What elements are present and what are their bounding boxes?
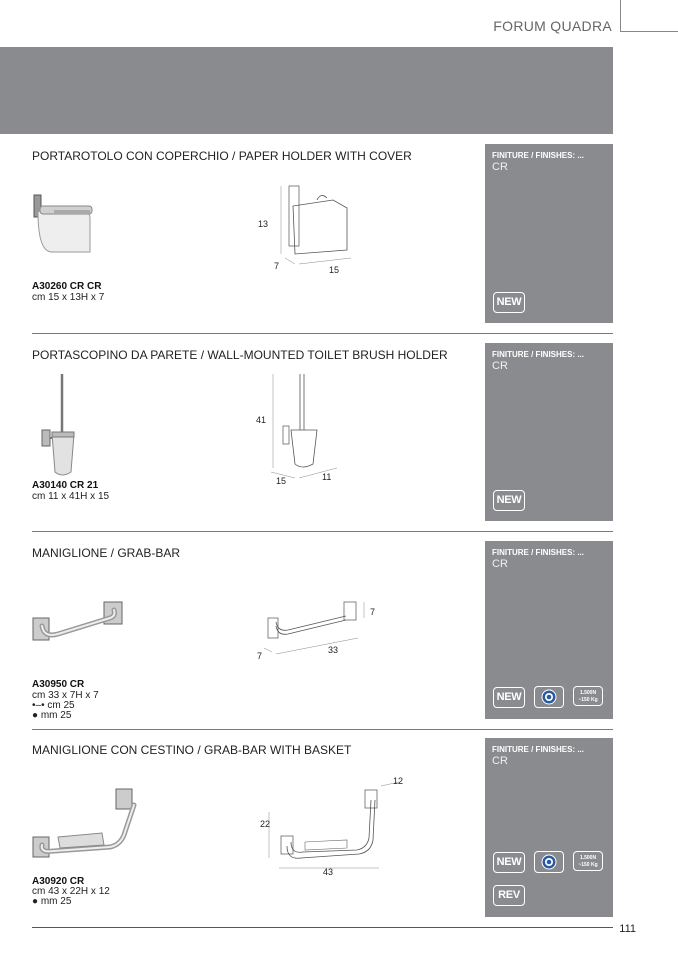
corner-mark-horizontal bbox=[620, 31, 678, 32]
dim-depth: 15 bbox=[276, 476, 287, 486]
finish-value: CR bbox=[492, 360, 508, 372]
technical-drawing bbox=[255, 180, 375, 280]
new-badge: NEW bbox=[493, 852, 525, 873]
finishes-panel bbox=[485, 144, 613, 323]
load-rating-kg: ~150 Kg bbox=[578, 697, 598, 703]
dim-depth: 12 bbox=[393, 776, 404, 786]
product-dimensions: cm 43 x 22H x 12 bbox=[32, 886, 110, 897]
product-title: MANIGLIONE / GRAB-BAR bbox=[32, 546, 181, 560]
finish-value: CR bbox=[492, 558, 508, 570]
section-divider bbox=[32, 531, 613, 532]
dim-height: 41 bbox=[256, 415, 267, 425]
finishes-label: FINITURE / FINISHES: ... bbox=[492, 151, 585, 160]
finish-value: CR bbox=[492, 161, 508, 173]
product-code: A30260 CR CR bbox=[32, 281, 102, 292]
dim-height: 7 bbox=[370, 607, 376, 617]
header-banner bbox=[0, 47, 613, 134]
product-photo bbox=[36, 372, 86, 482]
finishes-label: FINITURE / FINISHES: ... bbox=[492, 350, 585, 359]
dim-width: 43 bbox=[323, 867, 334, 877]
product-dimensions: cm 33 x 7H x 7 bbox=[32, 690, 99, 701]
product-code: A30140 CR 21 bbox=[32, 480, 99, 491]
product-dimensions: cm 11 x 41H x 15 bbox=[32, 491, 110, 502]
diameter-value: mm 25 bbox=[40, 710, 72, 721]
finishes-panel bbox=[485, 343, 613, 521]
diameter-icon: ● bbox=[32, 710, 39, 721]
load-rating-badge bbox=[573, 686, 603, 706]
load-rating-newtons: 1.500N bbox=[579, 690, 597, 696]
product-code: A30920 CR bbox=[32, 876, 85, 887]
dim-height: 13 bbox=[258, 219, 269, 229]
dim-depth: 7 bbox=[274, 261, 280, 271]
technical-drawing bbox=[255, 368, 355, 488]
product-dimensions: cm 15 x 13H x 7 bbox=[32, 292, 105, 303]
center-distance-icon: •–• bbox=[32, 700, 45, 711]
product-title: PORTASCOPINO DA PARETE / WALL-MOUNTED TOILET BRUSH HOLDER bbox=[32, 348, 448, 362]
product-code: A30950 CR bbox=[32, 679, 85, 690]
load-rating-newtons: 1.500N bbox=[579, 855, 597, 861]
rev-badge: REV bbox=[493, 885, 525, 906]
product-photo bbox=[30, 598, 130, 646]
finishes-panel bbox=[485, 738, 613, 917]
page-number: 111 bbox=[619, 923, 636, 935]
dim-width: 11 bbox=[322, 472, 332, 482]
new-badge: NEW bbox=[493, 490, 525, 511]
product-title: PORTAROTOLO CON COPERCHIO / PAPER HOLDER WITH COVER bbox=[32, 149, 412, 163]
dim-height: 22 bbox=[260, 819, 271, 829]
spacing-value: cm 25 bbox=[47, 700, 75, 711]
diameter-line bbox=[32, 710, 71, 721]
finishes-label: FINITURE / FINISHES: ... bbox=[492, 548, 585, 557]
finishes-label: FINITURE / FINISHES: ... bbox=[492, 745, 585, 754]
product-title: MANIGLIONE CON CESTINO / GRAB-BAR WITH BASKET bbox=[32, 743, 352, 757]
diameter-value: mm 25 bbox=[40, 896, 72, 907]
corner-mark-vertical bbox=[620, 0, 621, 32]
load-rating-badge bbox=[573, 851, 603, 871]
product-photo bbox=[32, 190, 102, 265]
new-badge: NEW bbox=[493, 687, 525, 708]
finish-value: CR bbox=[492, 755, 508, 767]
diameter-icon: ● bbox=[32, 896, 39, 907]
load-rating-kg: ~150 Kg bbox=[578, 862, 598, 868]
technical-drawing bbox=[275, 780, 405, 880]
technical-drawing bbox=[258, 598, 378, 658]
tuv-certification-icon bbox=[534, 686, 564, 708]
footer-rule bbox=[32, 927, 613, 928]
dim-width: 15 bbox=[329, 265, 340, 275]
new-badge: NEW bbox=[493, 292, 525, 313]
diameter-line bbox=[32, 896, 71, 907]
product-photo bbox=[30, 785, 140, 860]
dim-depth: 7 bbox=[257, 651, 263, 661]
dim-width: 33 bbox=[328, 645, 339, 655]
collection-title: FORUM QUADRA bbox=[493, 18, 612, 34]
tuv-certification-icon bbox=[534, 851, 564, 873]
section-divider bbox=[32, 333, 613, 334]
section-divider bbox=[32, 729, 613, 730]
finishes-panel bbox=[485, 541, 613, 719]
